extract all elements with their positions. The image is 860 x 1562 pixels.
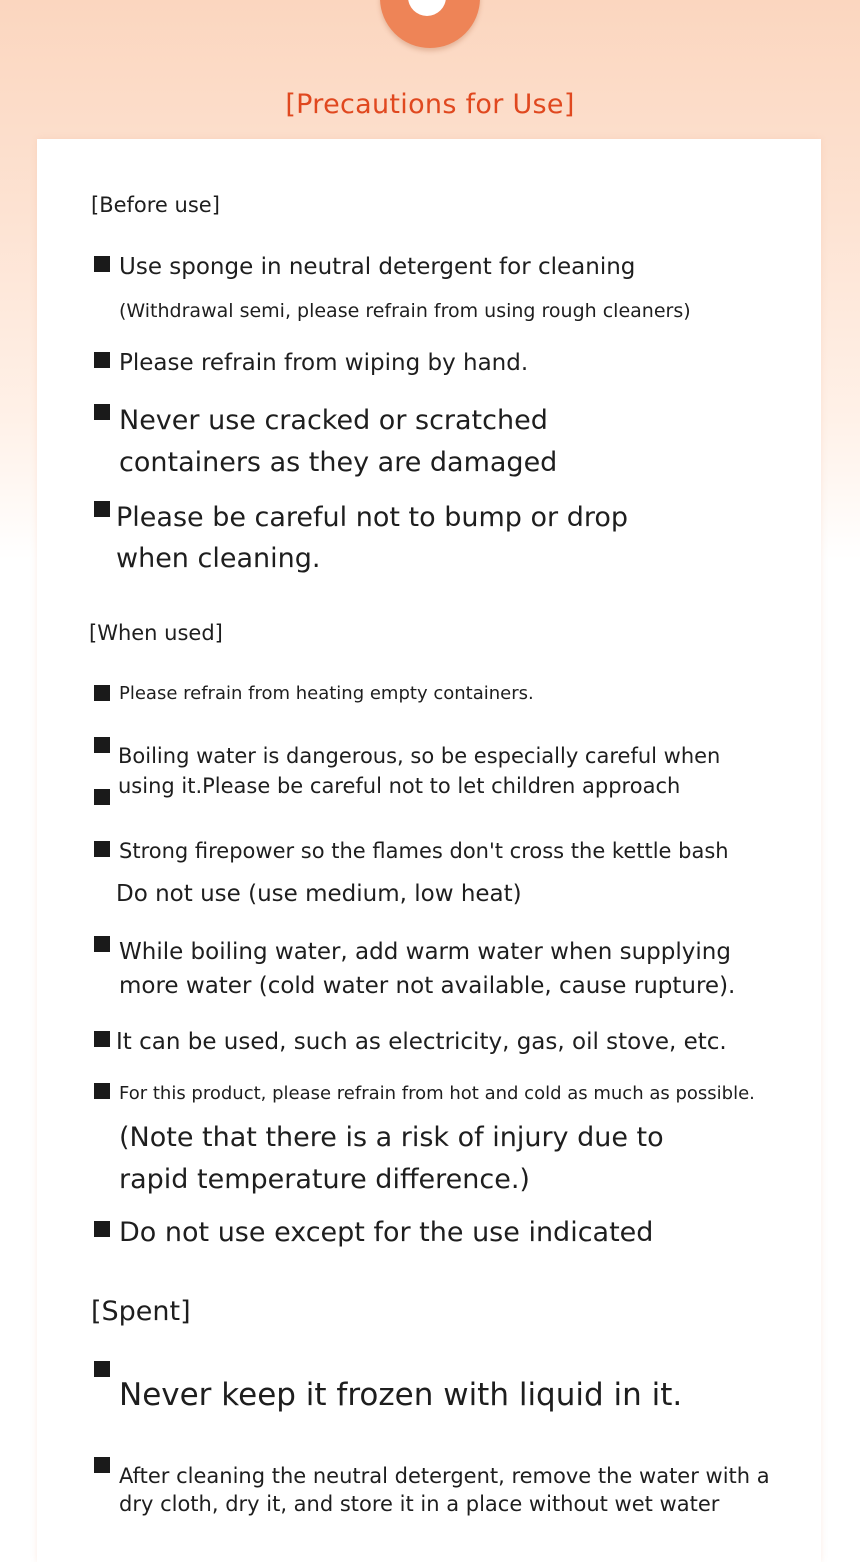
list-item: While boiling water, add warm water when supplying (119, 939, 731, 965)
list-item: Boiling water is dangerous, so be especially careful when (118, 744, 721, 768)
list-item: After cleaning the neutral detergent, remove the water with a (119, 1464, 770, 1488)
list-item: Never use cracked or scratched (119, 405, 548, 436)
section-heading-spent: [Spent] (91, 1296, 191, 1327)
brand-logo-center (408, 0, 446, 16)
bullet-square (94, 936, 110, 952)
bullet-square (94, 841, 110, 857)
list-item: using it.Please be careful not to let children approach (118, 774, 681, 798)
bullet-square (94, 685, 110, 701)
list-item-continued: dry cloth, dry it, and store it in a place without wet water (119, 1492, 720, 1516)
list-item: Use sponge in neutral detergent for cleaning (119, 254, 636, 280)
list-item: For this product, please refrain from hot and cold as much as possible. (119, 1083, 755, 1104)
list-item: Please refrain from heating empty containers. (119, 683, 534, 704)
list-item-continued: containers as they are damaged (119, 447, 558, 478)
bullet-square (94, 1221, 110, 1237)
list-item-continued: when cleaning. (116, 543, 321, 574)
bullet-square (94, 501, 110, 517)
list-item: Please refrain from wiping by hand. (119, 350, 529, 376)
bullet-square (94, 1361, 110, 1377)
list-item-note: (Note that there is a risk of injury due to (119, 1122, 664, 1153)
list-item: Please be careful not to bump or drop (116, 502, 629, 533)
list-item-continued: more water (cold water not available, cause rupture). (119, 973, 736, 999)
section-heading-when-used: [When used] (89, 621, 223, 645)
list-item: Strong firepower so the flames don't cross the kettle bash (119, 839, 729, 863)
list-item-note: (Withdrawal semi, please refrain from using rough cleaners) (119, 300, 691, 322)
list-item: It can be used, such as electricity, gas, oil stove, etc. (116, 1029, 727, 1055)
bullet-square (94, 1083, 110, 1099)
bullet-square (94, 789, 110, 805)
precautions-card (37, 139, 821, 1562)
brand-logo (380, 0, 480, 48)
list-item: Never keep it frozen with liquid in it. (119, 1377, 683, 1413)
page-title: [Precautions for Use] (285, 89, 575, 120)
list-item-continued: Do not use (use medium, low heat) (116, 881, 522, 907)
list-item-note: rapid temperature difference.) (119, 1164, 530, 1195)
bullet-square (94, 352, 110, 368)
bullet-square (94, 256, 110, 272)
bullet-square (94, 1457, 110, 1473)
bullet-square (94, 737, 110, 753)
list-item: Do not use except for the use indicated (119, 1217, 654, 1248)
bullet-square (94, 1031, 110, 1047)
section-heading-before-use: [Before use] (91, 193, 220, 217)
bullet-square (94, 404, 110, 420)
